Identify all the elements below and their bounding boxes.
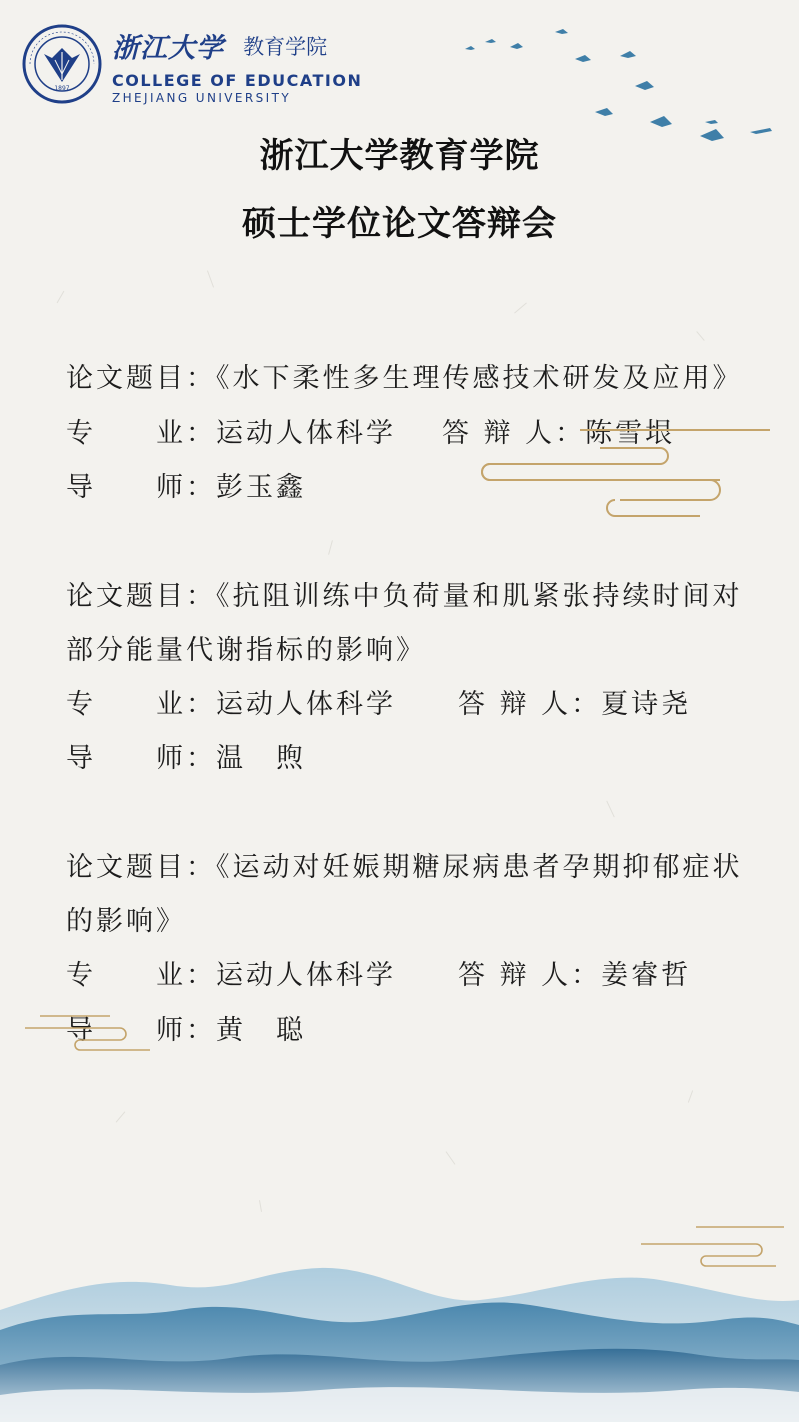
major-defender-line (66, 953, 691, 992)
major-value: 运动人体科学 (216, 960, 396, 991)
thesis-topic: 论文题目：《水下柔性多生理传感技术研发及应用》 (66, 363, 743, 394)
defender-value: 姜睿哲 (601, 960, 692, 991)
advisor-label: 导 师： (66, 1015, 216, 1046)
gold-cloud-lines-right (470, 420, 780, 520)
advisor-value: 温 煦 (216, 743, 306, 774)
college-name-en: COLLEGE OF EDUCATION (112, 71, 363, 90)
major-label: 专 业： (66, 418, 216, 449)
major-value: 运动人体科学 (216, 689, 396, 720)
advisor-label: 导 师： (66, 472, 216, 503)
advisor-label: 导 师： (66, 743, 216, 774)
defender-label: 答 辩 人： (442, 418, 586, 449)
college-header (112, 26, 382, 105)
zju-seal-logo (22, 24, 102, 104)
defender-label: 答 辩 人： (458, 960, 602, 991)
advisor-value: 彭玉鑫 (216, 472, 306, 503)
thesis-topic: 论文题目：《运动对妊娠期糖尿病患者孕期抑郁症状 (66, 852, 743, 883)
major-label: 专 业： (66, 689, 216, 720)
ink-mountains-decoration (0, 1250, 799, 1422)
defender-value: 夏诗尧 (601, 689, 692, 720)
university-name-en: ZHEJIANG UNIVERSITY (112, 91, 292, 105)
advisor-value: 黄 聪 (216, 1015, 306, 1046)
advisor-line (66, 465, 306, 504)
thesis-topic: 论文题目：《抗阻训练中负荷量和肌紧张持续时间对 (66, 581, 743, 612)
college-name-cn: 教育学院 (243, 35, 328, 59)
defender-label: 答 辩 人： (458, 689, 602, 720)
page-title-line1: 浙江大学教育学院 (259, 136, 540, 176)
major-value: 运动人体科学 (216, 418, 396, 449)
major-label: 专 业： (66, 960, 216, 991)
defender-value: 陈雪垠 (585, 418, 676, 449)
university-script-name: 浙江大学 (112, 33, 224, 64)
page-title-line2: 硕士学位论文答辩会 (242, 204, 557, 244)
thesis-topic-continued: 的影响》 (66, 906, 186, 937)
gold-cloud-lines-left (20, 1008, 150, 1053)
seal-year: 1897 (54, 85, 70, 92)
thesis-topic-continued: 部分能量代谢指标的影响》 (66, 635, 426, 666)
advisor-line (66, 736, 306, 775)
major-defender-line (66, 682, 691, 721)
